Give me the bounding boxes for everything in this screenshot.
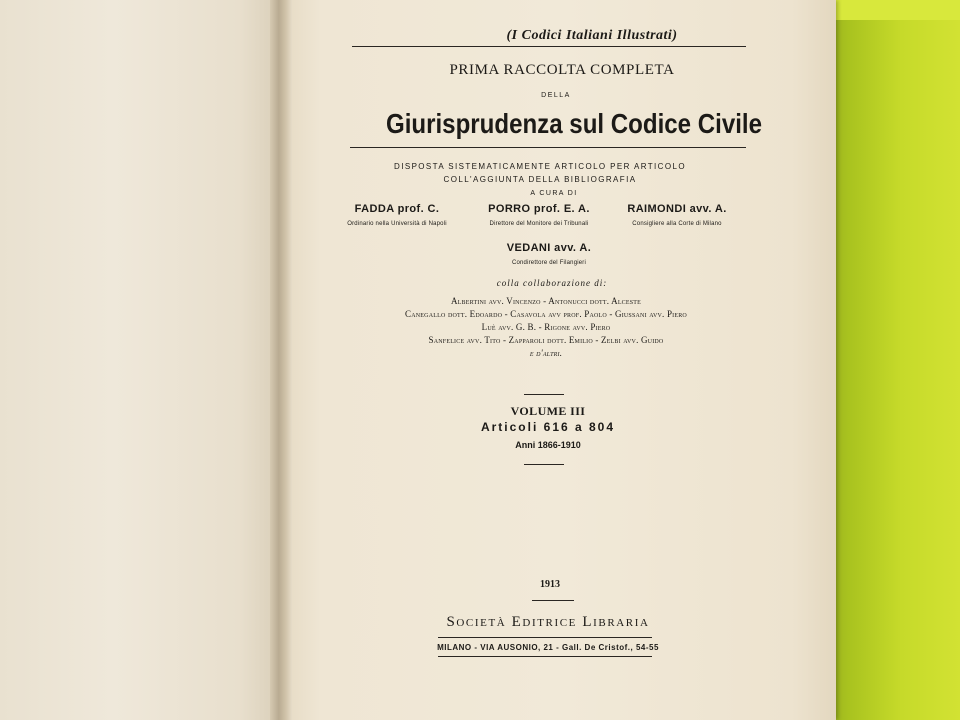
collaborators-line: Luè avv. G. B. - Rigone avv. Piero bbox=[481, 322, 611, 332]
years-range: Anni 1866-1910 bbox=[515, 440, 581, 450]
title-rule bbox=[350, 147, 746, 148]
editor-name: PORRO prof. E. A. bbox=[488, 203, 590, 215]
editor-description: Ordinario nella Università di Napoli bbox=[347, 221, 447, 227]
left-blank-page bbox=[0, 0, 282, 720]
series-name: (I Codici Italiani Illustrati) bbox=[506, 28, 678, 43]
subtitle-line-1: DISPOSTA SISTEMATICAMENTE ARTICOLO PER ARTICOLO bbox=[394, 162, 686, 171]
publication-year: 1913 bbox=[540, 579, 560, 590]
subtitle-line-2: COLL'AGGIUNTA DELLA BIBLIOGRAFIA bbox=[443, 175, 637, 184]
editor-fadda bbox=[332, 203, 462, 227]
della-label: DELLA bbox=[541, 92, 571, 99]
publisher-name: Società Editrice Libraria bbox=[446, 614, 650, 630]
collection-heading: PRIMA RACCOLTA COMPLETA bbox=[449, 62, 675, 78]
collaborators-line: Canegallo dott. Edoardo - Casavola avv prof. Paolo - Giussani avv. Piero bbox=[405, 309, 687, 319]
series-rule bbox=[352, 46, 746, 47]
address-rule bbox=[438, 656, 652, 657]
editor-porro bbox=[464, 203, 614, 227]
publisher-address: MILANO - VIA AUSONIO, 21 - Gall. De Cristof., 54-55 bbox=[437, 643, 659, 652]
volume-rule-top bbox=[524, 394, 564, 395]
editor-name: VEDANI avv. A. bbox=[506, 242, 592, 254]
main-title: Giurisprudenza sul Codice Civile bbox=[385, 108, 763, 139]
editor-description: Direttore del Monitore dei Tribunali bbox=[489, 221, 589, 227]
volume-label: VOLUME III bbox=[510, 404, 586, 418]
editor-name: RAIMONDI avv. A. bbox=[627, 203, 727, 215]
a-cura-di-label: A CURA DI bbox=[530, 190, 578, 197]
title-page bbox=[288, 0, 836, 720]
publisher-rule bbox=[438, 637, 652, 638]
year-rule bbox=[532, 600, 574, 601]
editor-vedani bbox=[484, 242, 614, 266]
editor-name: FADDA prof. C. bbox=[354, 203, 440, 215]
collaboration-intro: colla collaborazione di: bbox=[496, 278, 608, 288]
articles-range: Articoli 616 a 804 bbox=[480, 420, 616, 434]
editor-description: Condirettore del Filangieri bbox=[511, 260, 587, 266]
collaborators-line: Albertini avv. Vincenzo - Antonucci dott. Alceste bbox=[450, 296, 642, 306]
volume-rule-bottom bbox=[524, 464, 564, 465]
collaborators-closing: e d'altri. bbox=[529, 348, 563, 358]
editor-description: Consigliere alla Corte di Milano bbox=[632, 221, 722, 227]
editor-raimondi bbox=[612, 203, 742, 227]
collaborators-line: Sanfelice avv. Tito - Zapparoli dott. Emilio - Zelbi avv. Guido bbox=[428, 335, 664, 345]
